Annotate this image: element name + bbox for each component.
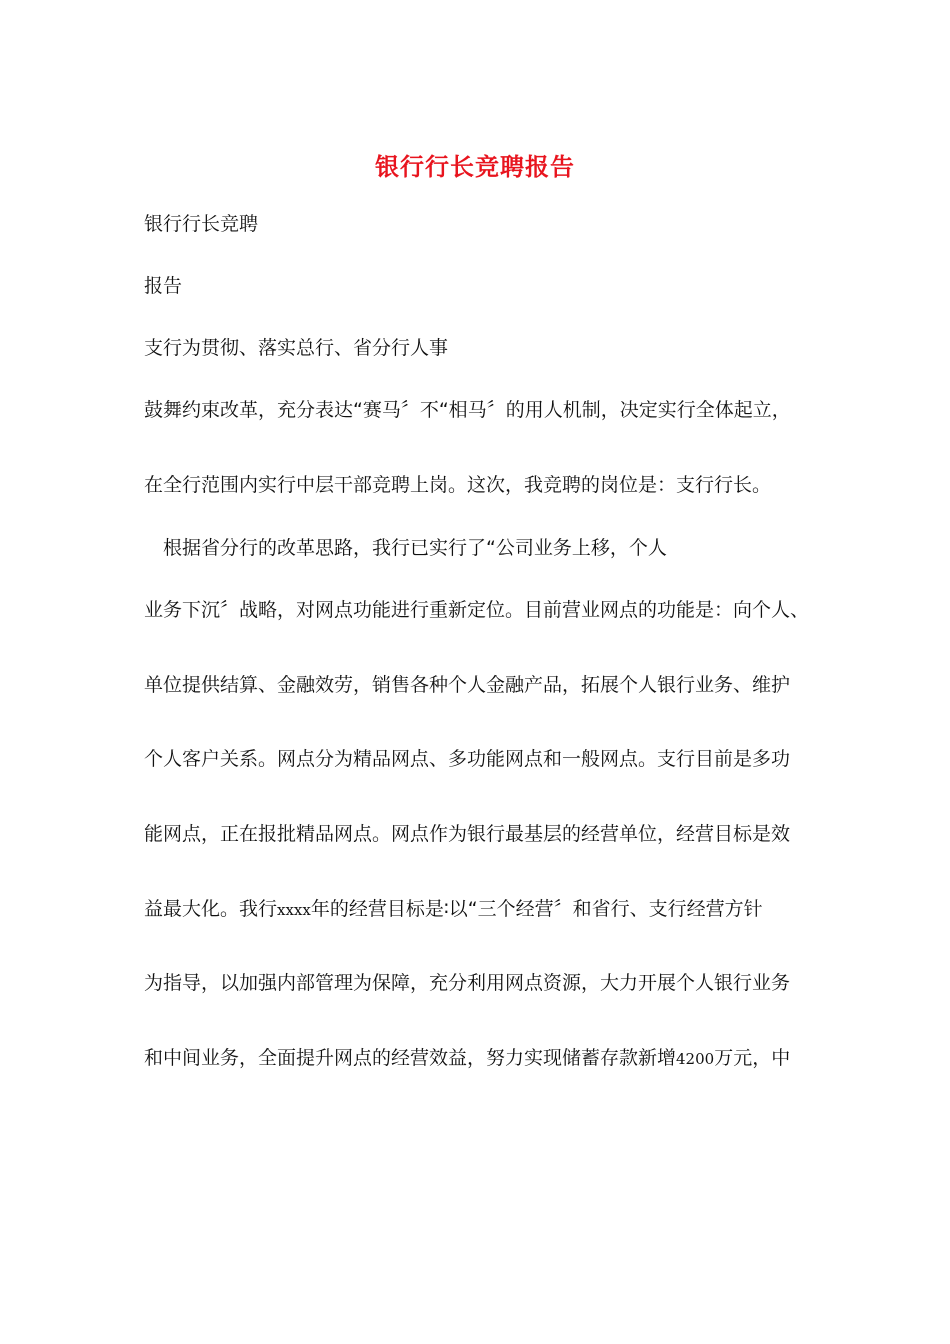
text-line: 鼓舞约束改革，充分表达“赛马〞不“相马〞的用人机制，决定实行全体起立， xyxy=(144,399,791,421)
text-line: 单位提供结算、金融效劳，销售各种个人金融产品，拓展个人银行业务、维护 xyxy=(144,674,791,696)
text-line xyxy=(144,896,763,923)
text-segment: 年的经营目标是∶以“三个经营〞和省行、支行经营方针 xyxy=(310,898,763,920)
text-line: 报告 xyxy=(144,275,183,297)
text-line-indented: 根据省分行的改革思路，我行已实行了“公司业务上移，个人 xyxy=(163,537,667,559)
document-title: 银行行长竞聘报告 xyxy=(375,152,575,181)
text-line: 支行为贯彻、落实总行、省分行人事 xyxy=(144,337,449,359)
text-line: 能网点，正在报批精品网点。网点作为银行最基层的经营单位，经营目标是效 xyxy=(144,823,791,845)
text-line: 银行行长竞聘 xyxy=(144,213,259,235)
text-segment: 万元，中 xyxy=(714,1047,791,1069)
text-line: 业务下沉〞战略，对网点功能进行重新定位。目前营业网点的功能是：向个人、 xyxy=(144,599,810,621)
year-placeholder: xxxx xyxy=(277,901,311,919)
text-segment: 益最大化。我行 xyxy=(144,898,278,920)
text-line: 个人客户关系。网点分为精品网点、多功能网点和一般网点。支行目前是多功 xyxy=(144,748,791,770)
text-line xyxy=(144,1045,790,1072)
text-line: 为指导，以加强内部管理为保障，充分利用网点资源，大力开展个人银行业务 xyxy=(144,972,791,994)
text-segment: 和中间业务，全面提升网点的经营效益，努力实现储蓄存款新增 xyxy=(144,1047,677,1069)
text-line: 在全行范围内实行中层干部竞聘上岗。这次，我竞聘的岗位是：支行行长。 xyxy=(144,474,772,496)
deposit-amount: 4200 xyxy=(676,1050,715,1068)
